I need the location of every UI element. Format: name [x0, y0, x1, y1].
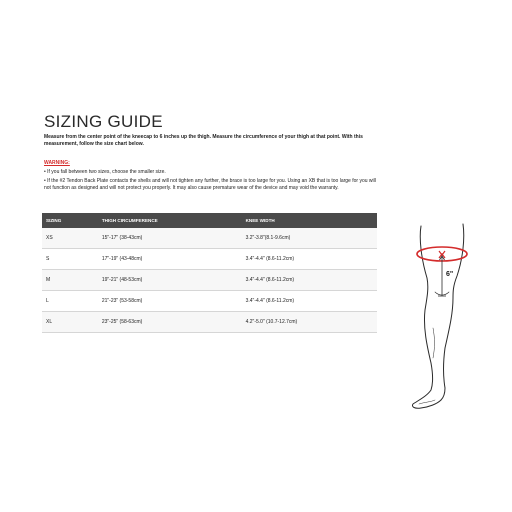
calf-detail — [433, 328, 435, 358]
warning-label: WARNING: — [44, 160, 70, 166]
intro-text: Measure from the center point of the kneecap to 6 inches up the thigh. Measure the circumference of your thigh at that point. With this measurement, follow the size chart below. — [44, 134, 363, 147]
warning-item: • If the #2 Tendon Back Plate contacts the shells and will not tighten any further, the brace is too large for you. Using an XB that is too large for you will not function as designed and will not protect you properly. It may also cause premature wear of the device and may void the warranty. — [44, 177, 376, 191]
warning-item: • If you fall between two sizes, choose the smaller size. — [44, 169, 166, 175]
thigh-cell: 23"-25" (58-63cm) — [98, 312, 242, 333]
page-title: SIZING GUIDE — [44, 112, 163, 131]
knee-cell: 3.4"-4.4" (8.6-11.2cm) — [242, 270, 377, 291]
table-row — [42, 270, 377, 291]
thigh-cell: 19"-21" (48-53cm) — [98, 270, 242, 291]
knee-cell: 4.2"-5.0" (10.7-12.7cm) — [242, 312, 377, 333]
leg-diagram — [405, 218, 485, 413]
table-row — [42, 291, 377, 312]
thigh-cell: 17"-19" (43-48cm) — [98, 249, 242, 270]
size-cell: XL — [42, 312, 98, 333]
table-row — [42, 312, 377, 333]
foot-detail — [419, 400, 435, 404]
measure-label: 6" — [446, 271, 454, 278]
leg-outline-front — [441, 224, 464, 400]
header-thigh: THIGH CIRCUMFERENCE — [98, 213, 242, 228]
table-row — [42, 249, 377, 270]
knee-cell: 3.4"-4.4" (8.6-11.2cm) — [242, 249, 377, 270]
header-sizing: SIZING — [42, 213, 98, 228]
size-cell: L — [42, 291, 98, 312]
size-chart — [42, 213, 377, 333]
warning-list — [44, 169, 379, 194]
thigh-cell: 15"-17" (38-43cm) — [98, 228, 242, 249]
size-chart-header — [42, 213, 377, 228]
size-cell: XS — [42, 228, 98, 249]
size-cell: S — [42, 249, 98, 270]
table-row — [42, 228, 377, 249]
thigh-cell: 21"-23" (53-58cm) — [98, 291, 242, 312]
size-cell: M — [42, 270, 98, 291]
header-knee: KNEE WIDTH — [242, 213, 377, 228]
knee-cell: 3.4"-4.4" (8.6-11.2cm) — [242, 291, 377, 312]
knee-cell: 3.2"-3.8"(8.1-9.6cm) — [242, 228, 377, 249]
